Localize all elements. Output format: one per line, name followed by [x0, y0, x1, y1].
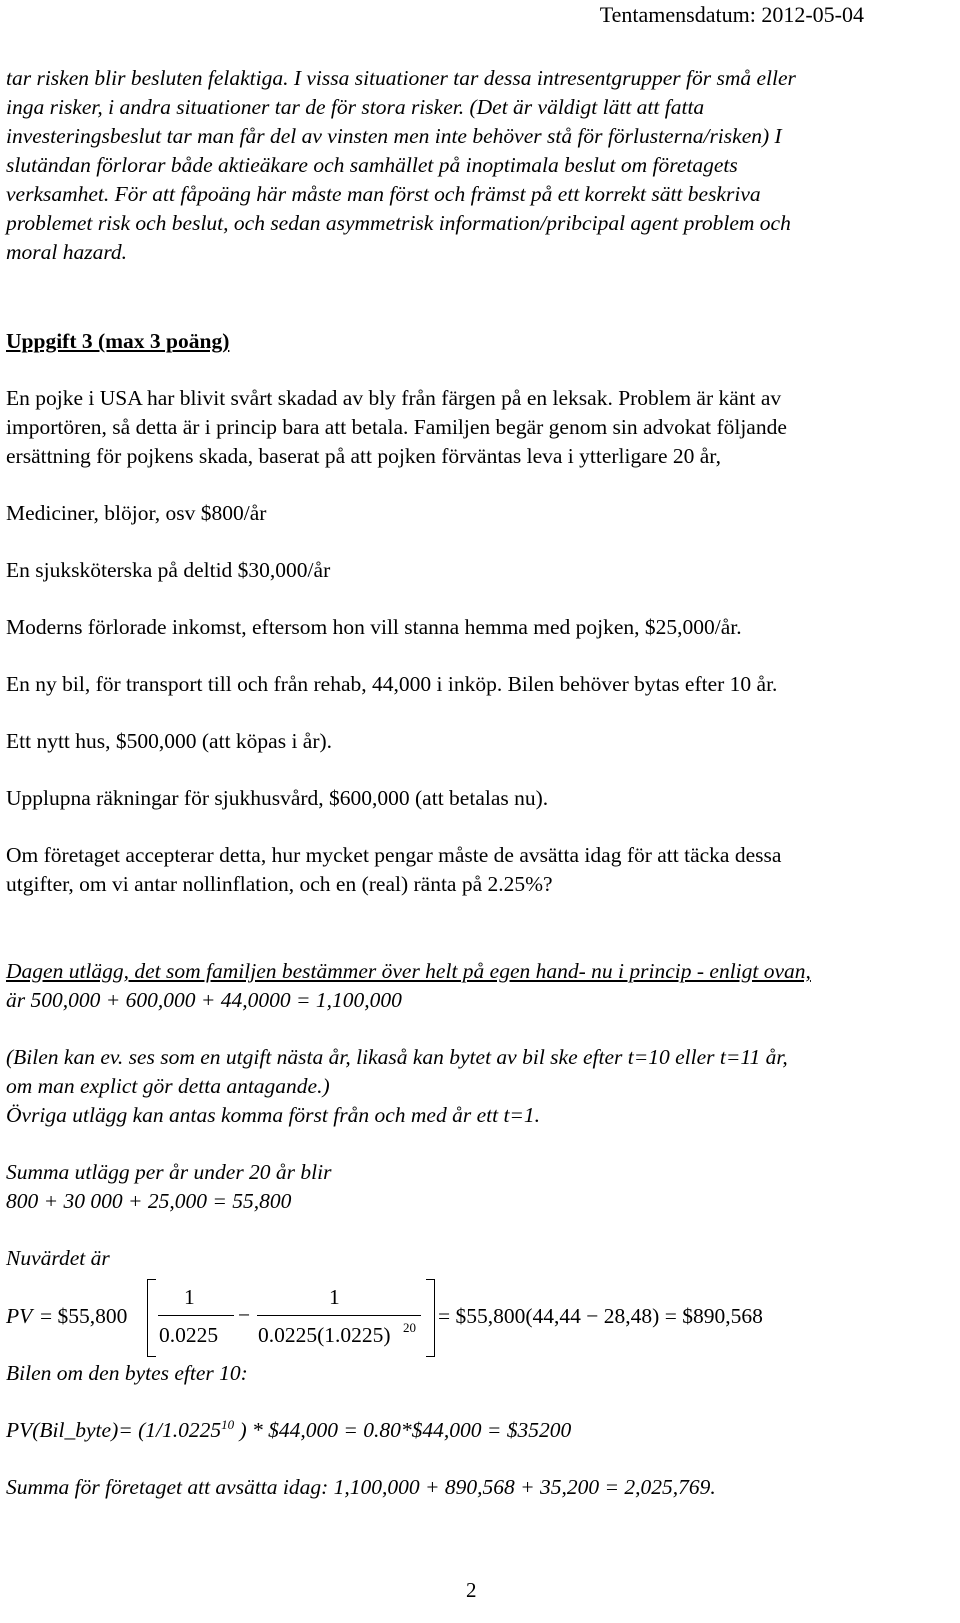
text-line: moral hazard.	[6, 240, 128, 264]
left-bracket	[147, 1279, 156, 1357]
expense-item: Upplupna räkningar för sjukhusvård, $600,000 (att betalas nu).	[6, 786, 549, 810]
solution-line: Övriga utlägg kan antas komma först från och med år ett t=1.	[6, 1103, 541, 1127]
text-line: investeringsbeslut tar man får del av vinsten men inte behöver stå för förlusterna/risken) I	[6, 124, 782, 148]
expense-item: En sjuksköterska på deltid $30,000/år	[6, 558, 331, 582]
task-question-line: utgifter, om vi antar nollinflation, och en (real) ränta på 2.25%?	[6, 872, 553, 896]
pv-symbol: PV	[6, 1304, 33, 1328]
solution-line: (Bilen kan ev. ses som en utgift nästa år, likaså kan bytet av bil ske efter t=10 eller t=11 år,	[6, 1045, 788, 1069]
numerator-2: 1	[329, 1285, 340, 1309]
task-intro-line: importören, så detta är i princip bara att betala. Familjen begär genom sin advokat följande	[6, 415, 787, 439]
text-line: verksamhet. För att fåpoäng här måste man först och främst på ett korrekt sätt beskriva	[6, 182, 761, 206]
car-pv-part: PV(Bil_byte)= (1/1.0225	[6, 1418, 222, 1442]
solution-line: Dagen utlägg, det som familjen bestämmer över helt på egen hand- nu i princip - enligt ovan,	[6, 959, 811, 983]
solution-line: Summa utlägg per år under 20 år blir	[6, 1160, 332, 1184]
solution-line: är 500,000 + 600,000 + 44,0000 = 1,100,000	[6, 988, 402, 1012]
denominator-1: 0.0225	[159, 1323, 219, 1347]
numerator-1: 1	[184, 1285, 195, 1309]
page-number: 2	[466, 1578, 477, 1602]
exponent: 20	[403, 1320, 416, 1335]
exam-date-header: Tentamensdatum: 2012-05-04	[599, 2, 864, 27]
expense-item: Moderns förlorade inkomst, eftersom hon vill stanna hemma med pojken, $25,000/år.	[6, 615, 742, 639]
car-pv-part: ) * $44,000 = 0.80*$44,000 = $35200	[234, 1418, 572, 1442]
solution-line: Nuvärdet är	[6, 1246, 110, 1270]
fraction-line-1	[158, 1315, 234, 1316]
solution-line: om man explict gör detta antagande.)	[6, 1074, 330, 1098]
text-line: tar risken blir besluten felaktiga. I vissa situationer tar dessa intresentgrupper för små eller	[6, 66, 796, 90]
fraction-line-2	[257, 1315, 421, 1316]
page-content	[6, 64, 946, 1502]
task-heading: Uppgift 3 (max 3 poäng)	[6, 329, 230, 353]
text-line: problemet risk och beslut, och sedan asymmetrisk information/pribcipal agent problem och	[6, 211, 791, 235]
pv-result: = $55,800(44,44 − 28,48) = $890,568	[438, 1304, 763, 1328]
expense-item: En ny bil, för transport till och från rehab, 44,000 i inköp. Bilen behöver bytas efter 10 år.	[6, 672, 778, 696]
solution	[6, 957, 946, 1502]
task-question-line: Om företaget accepterar detta, hur mycket pengar måste de avsätta idag för att täcka dessa	[6, 843, 782, 867]
task-intro-line: En pojke i USA har blivit svårt skadad av bly från färgen på en leksak. Problem är känt av	[6, 386, 782, 410]
car-pv-line	[6, 1416, 946, 1445]
previous-answer	[6, 64, 946, 267]
pv-amount: = $55,800	[40, 1304, 128, 1328]
solution-line: 800 + 30 000 + 25,000 = 55,800	[6, 1189, 292, 1213]
right-bracket	[426, 1279, 435, 1357]
text-line: slutändan förlorar både aktieäkare och samhället på inoptimala beslut om företagets	[6, 153, 738, 177]
solution-line: Bilen om den bytes efter 10:	[6, 1361, 248, 1385]
pv-formula	[6, 1273, 946, 1359]
task-intro-line: ersättning för pojkens skada, baserat på att pojken förväntas leva i ytterligare 20 år,	[6, 444, 721, 468]
expense-item: Ett nytt hus, $500,000 (att köpas i år).	[6, 729, 333, 753]
expense-item: Mediciner, blöjor, osv $800/år	[6, 501, 267, 525]
solution-total: Summa för företaget att avsätta idag: 1,100,000 + 890,568 + 35,200 = 2,025,769.	[6, 1475, 716, 1499]
car-pv-exponent: 10	[221, 1416, 235, 1432]
denominator-2: 0.0225(1.0225)	[258, 1323, 391, 1347]
minus-sign: −	[238, 1303, 251, 1327]
text-line: inga risker, i andra situationer tar de för stora risker. (Det är väldigt lätt att fatta	[6, 95, 705, 119]
